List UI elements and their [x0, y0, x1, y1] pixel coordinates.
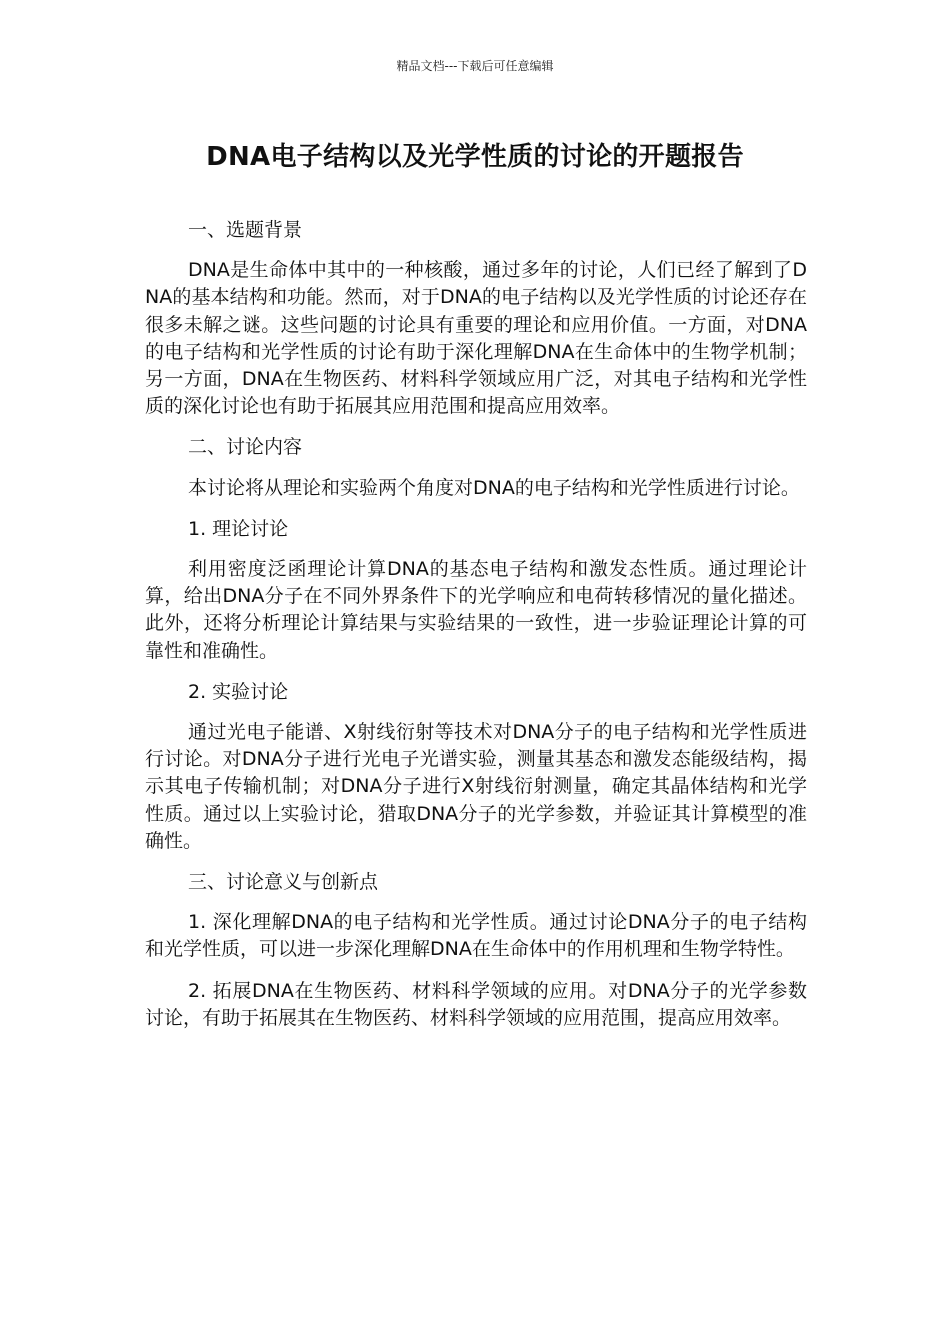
- section-heading-background: 一、选题背景: [188, 219, 303, 241]
- paragraph-content-intro: 本讨论将从理论和实验两个角度对DNA的电子结构和光学性质进行讨论。: [188, 476, 800, 499]
- paragraph-background: DNA是生命体中其中的一种核酸，通过多年的讨论，人们已经了解到了DNA的基本结构和功能。然而，对于DNA的电子结构以及光学性质的讨论还存在很多未解之谜。这些问题的讨论具有重要的理论和应用价值。一方面，对DNA的电子结构和光学性质的讨论有助于深化理解DNA在生命体中的生物学机制；另一方面，DNA在生物医药、材料科学领域应用广泛，对其电子结构和光学性质的深化讨论也有助于拓展其应用范围和提高应用效率。: [145, 259, 807, 418]
- section-heading-content: 二、讨论内容: [188, 436, 303, 459]
- document-body: [145, 217, 807, 1046]
- subsection-heading-theory: 1. 理论讨论: [188, 517, 289, 540]
- page-header: 精品文档---下载后可任意编辑: [396, 59, 554, 73]
- document-title: DNA电子结构以及光学性质的讨论的开题报告: [206, 142, 744, 172]
- paragraph-experiment: 通过光电子能谱、X射线衍射等技术对DNA分子的电子结构和光学性质进行讨论。对DNA分子进行光电子光谱实验，测量其基态和激发态能级结构，揭示其电子传输机制；对DNA分子进行X射线衍射测量，确定其晶体结构和光学性质。通过以上实验讨论，猎取DNA分子的光学参数，并验证其计算模型的准确性。: [145, 721, 807, 852]
- point-significance-2: 2. 拓展DNA在生物医药、材料科学领域的应用。对DNA分子的光学参数讨论，有助于拓展其在生物医药、材料科学领域的应用范围，提高应用效率。: [145, 979, 807, 1029]
- section-heading-significance: 三、讨论意义与创新点: [188, 871, 379, 894]
- subsection-heading-experiment: 2. 实验讨论: [188, 680, 289, 703]
- paragraph-theory: 利用密度泛函理论计算DNA的基态电子结构和激发态性质。通过理论计算，给出DNA分子在不同外界条件下的光学响应和电荷转移情况的量化描述。此外，还将分析理论计算结果与实验结果的一致性，进一步验证理论计算的可靠性和准确性。: [145, 558, 807, 662]
- point-significance-1: 1. 深化理解DNA的电子结构和光学性质。通过讨论DNA分子的电子结构和光学性质，可以进一步深化理解DNA在生命体中的作用机理和生物学特性。: [145, 911, 807, 961]
